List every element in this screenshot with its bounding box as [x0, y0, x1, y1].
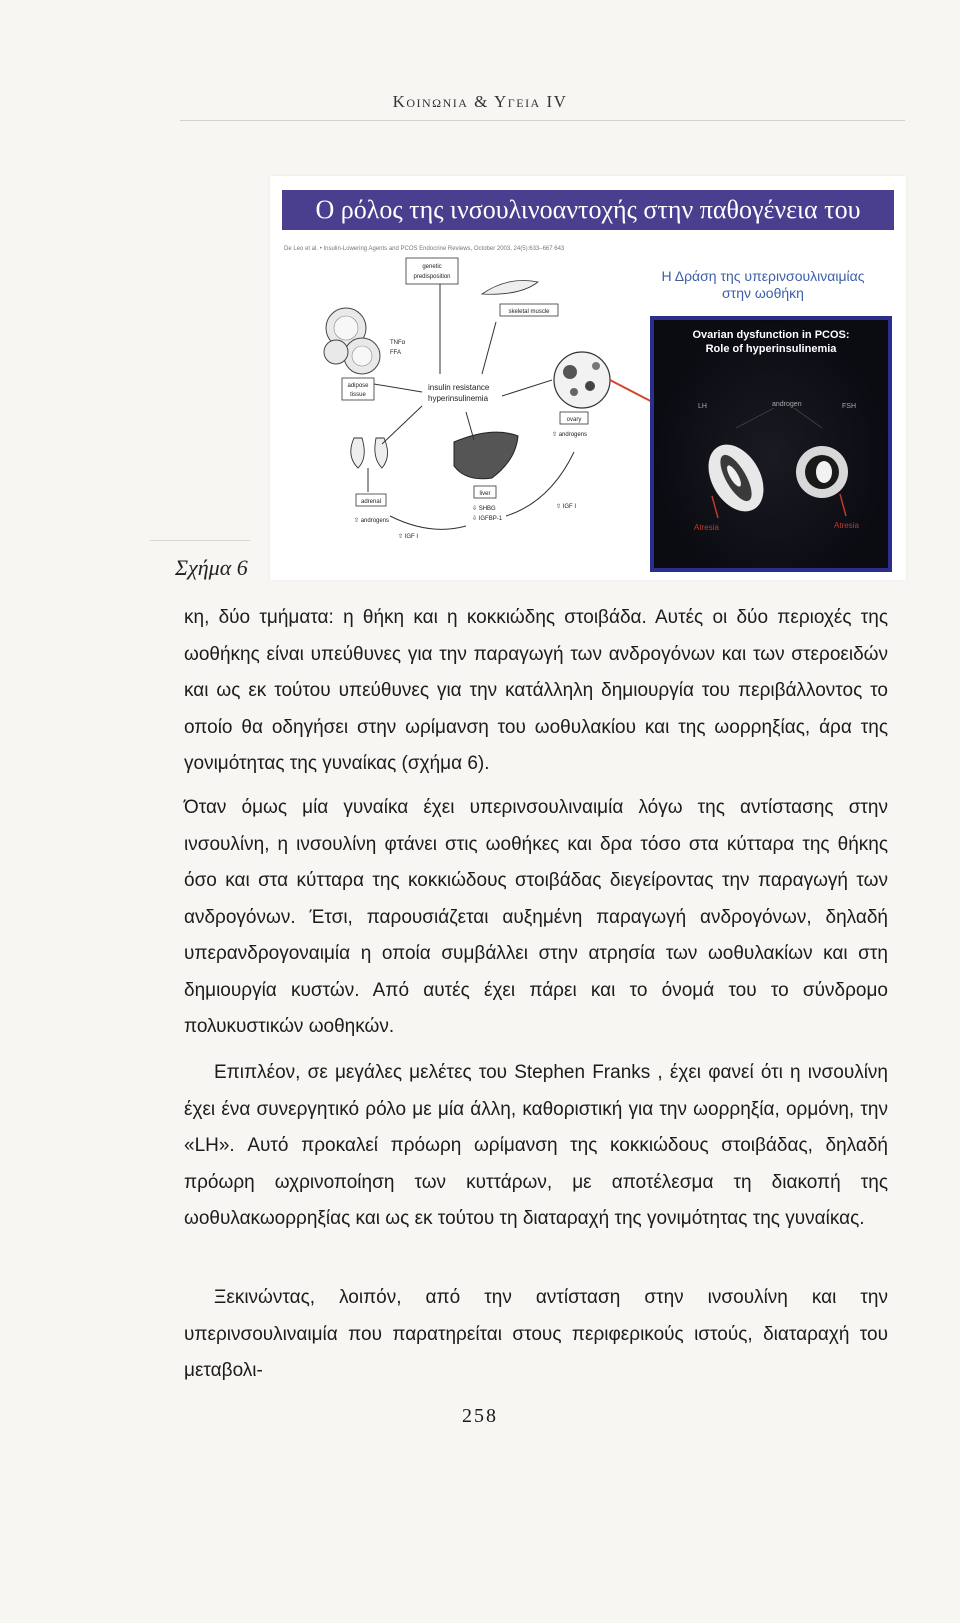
ffa-label: FFA	[390, 350, 402, 356]
panel-title-line-2: Role of hyperinsulinemia	[705, 343, 837, 355]
figure-6	[270, 176, 906, 580]
paragraph-4	[184, 1280, 888, 1390]
action-line-1: Η Δράση της υπερινσουλιναιμίας	[661, 268, 865, 284]
lh-label: LH	[698, 403, 707, 410]
paragraph-2	[184, 790, 888, 1046]
shbg-label: ⇩ SHBG	[472, 506, 496, 512]
igf-bottom-label: ⇧ IGF I	[398, 534, 419, 540]
adrenal-androgens-label: ⇧ androgens	[354, 518, 390, 524]
predisposition-label: predisposition	[413, 274, 451, 280]
left-follicle-icon	[697, 435, 775, 521]
margin-rule	[150, 540, 250, 541]
tnfa-label: TNFα	[390, 340, 406, 346]
paragraph-1-text: κη, δύο τμήματα: η θήκη και η κοκκιώδης στοιβάδα. Αυτές οι δύο περιοχές της ωοθήκης είναι υπεύθυνες για την παραγωγή των ανδρογόνων και των στεροειδών και ως εκ τούτου υπεύθυνες για την κατάλληλη δημιουργία του περιβάλλοντος το οποίο θα οδηγήσει στην ωρίμανση του ωοθυλακίου και της ωορρηξίας, άρα της γονιμότητας της γυναίκας (σχήμα 6).	[184, 607, 888, 774]
adipose-label-2: tissue	[350, 392, 366, 398]
igf-right-label: ⇧ IGF I	[556, 504, 577, 510]
hyperinsulinemia-label: hyperinsulinemia	[428, 394, 489, 403]
liver-icon	[454, 432, 518, 479]
fsh-label: FSH	[842, 403, 856, 410]
panel-title-line-1: Ovarian dysfunction in PCOS:	[692, 329, 850, 341]
atresia-right-label: Atresia	[834, 521, 859, 530]
running-head: Κοινωνια & Υγεια IV	[392, 92, 568, 111]
action-line-2: στην ωοθήκη	[722, 285, 804, 301]
ovary-icon	[554, 352, 610, 408]
follicle-illustration	[654, 368, 888, 568]
adrenal-label: adrenal	[360, 499, 382, 505]
panel-title	[654, 328, 888, 356]
androgen-label: androgen	[772, 401, 802, 408]
figure-title: Ο ρόλος της ινσουλινοαντοχής στην παθογένεια του PCOS	[282, 190, 894, 230]
paragraph-3-text: Επιπλέον, σε μεγάλες μελέτες του Stephen Franks , έχει φανεί ότι η ινσουλίνη έχει ένα συνεργητικό ρόλο με μία άλλη, καθοριστική για την ωορρηξία, ορμόνη, την «LH». Αυτό προκαλεί πρόωρη ωρίμανση της κοκκιώδους στοιβάδας, δηλαδή πρόωρη ωχρινοποίηση των κυττάρων, με αποτέλεσμα τη διακοπή της ωοθυλακωορρηξίας και ως εκ τούτου τη διαταραχή της γονιμότητας της γυναίκας.	[184, 1062, 888, 1229]
paragraph-2-text: Όταν όμως μία γυναίκα έχει υπερινσουλιναιμία λόγω της αντίστασης στην ινσουλίνη, η ινσουλίνη φτάνει στις ωοθήκες και δρα τόσο στα κύτταρα της θήκης όσο και στα κύτταρα της κοκκιώδους στοιβάδας διεγείροντας την παραγωγή των ανδρογόνων. Έτσι, παρουσιάζεται αυξημένη παραγωγή ανδρογόνων, δηλαδή υπερανδρογοναιμία η οποία συμβάλλει στην ατρησία των ωοθυλακίων και στη δημιουργία κυστών. Από αυτές έχει πάρει και το όνομά του το σύνδρομο πολυκυστικών ωοθηκών.	[184, 797, 888, 1037]
igfbp-label: ⇩ IGFBP-1	[472, 516, 503, 522]
figure-caption: Σχήμα 6	[175, 555, 248, 580]
paragraph-3	[184, 1055, 888, 1238]
pathogenesis-diagram	[270, 246, 650, 580]
paragraph-4-text: Ξεκινώντας, λοιπόν, από την αντίσταση στην ινσουλίνη και την υπερινσουλιναιμία που παρατηρείται στους περιφερικούς ιστούς, διαταραχή του μεταβολι-	[184, 1287, 888, 1381]
ovarian-dysfunction-panel	[650, 316, 892, 572]
paragraph-1	[184, 600, 888, 783]
muscle-icon	[482, 281, 538, 295]
figure-citation: De Leo et al. • Insulin-Lowering Agents and PCOS Endocrine Reviews, October 2003, 24(5):633–667 643	[284, 246, 565, 252]
page-number: 258	[462, 1405, 498, 1427]
ovary-androgens-label: ⇧ androgens	[552, 432, 588, 438]
adrenal-icon	[351, 438, 388, 468]
liver-label: liver	[479, 491, 491, 497]
insulin-resistance-label: insulin resistance	[428, 383, 490, 392]
atresia-left-label: Atresia	[694, 523, 719, 532]
genetic-label: genetic	[422, 264, 442, 270]
muscle-label: skeletal muscle	[508, 309, 550, 315]
header-rule	[180, 120, 905, 121]
right-follicle-icon	[796, 446, 848, 498]
genetic-box	[406, 258, 458, 284]
adipose-label-1: adipose	[347, 383, 369, 389]
figure-action-label	[630, 268, 896, 302]
ovary-label: ovary	[566, 417, 582, 423]
